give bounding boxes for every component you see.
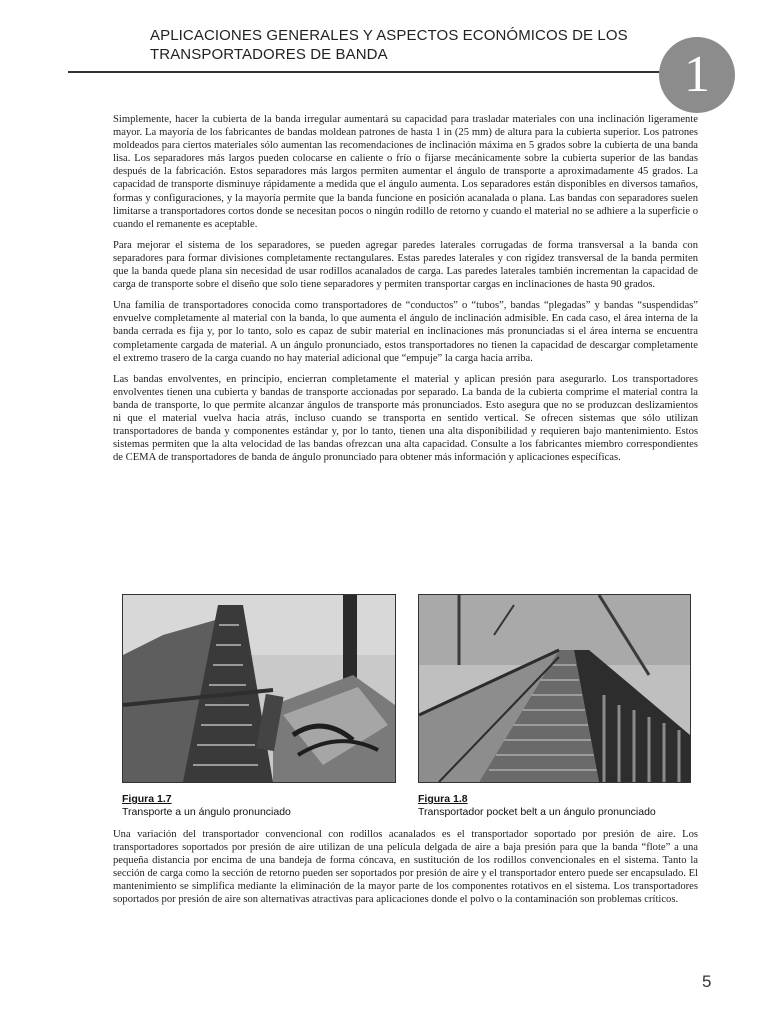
chapter-title: APLICACIONES GENERALES Y ASPECTOS ECONÓMICOS DE LOS TRANSPORTADORES DE BANDA [150, 27, 628, 63]
figure-1-8-photo [418, 594, 691, 783]
main-text-block [113, 113, 698, 472]
figure-1-7-caption [122, 793, 291, 819]
paragraph-5: Una variación del transportador convencional con rodillos acanalados es el transportador soportado por presión de aire. Los transportadores soportados por presión de aire utilizan de una película delgada de aire a baja presión para que la banda “flote” a una pequeña distancia por encima de una bandeja de forma cóncava, en sustitución de los rodillos convencionales en el sistema. Tanto la sección de carga como la sección de retorno pueden ser soportados por presión de aire y el transportador entero puede ser encapsulado. El mantenimiento se simplifica mediante la eliminación de la mayor parte de los componentes rotativos en el sistema. Los transportadores soportados por presión de aire son alternativas atractivas para aplicaciones donde el polvo o la contaminación son problemas críticos. [113, 829, 698, 906]
figure-1-8-caption [418, 793, 656, 819]
page-number: 5 [702, 972, 712, 991]
figure-1-8-text: Transportador pocket belt a un ángulo pronunciado [418, 806, 656, 818]
figure-1-7-number: Figura 1.7 [122, 793, 172, 805]
header-divider [68, 71, 668, 73]
figure-1-7-text: Transporte a un ángulo pronunciado [122, 806, 291, 818]
figure-1-7-photo [122, 594, 396, 783]
paragraph-1: Simplemente, hacer la cubierta de la banda irregular aumentará su capacidad para trasladar materiales con una inclinación ligeramente mayor. La mayoría de los fabricantes de bandas moldean patrones de hasta 1 in (25 mm) de altura para la cubierta superior. Los patrones moldeados para ciertos materiales sólo aumentan las recomendaciones de inclinación máxima en 5 grados sobre la cubierta de una banda lisa. Los separadores más largos pueden colocarse en caliente o frío o fijarse mecánicamente sobre la cubierta superior de las bandas después de la fabricación. Estos separadores más largos permiten aumentar el ángulo de transporte a aproximadamente 45 grados. La capacidad de transporte disminuye rápidamente a medida que el ángulo aumenta. Los separadores están disponibles en diversos tamaños, formas y configuraciones, y la mayoría permite que la banda funcione en posición acanalada o plana. Las bandas con separadores suelen limitarse a transportadores cortos donde se necesitan pocos o ningún rodillo de retorno y cuando el material no se adhiere a la superficie o cuando el remanente es aceptable. [113, 114, 698, 230]
paragraph-4: Las bandas envolventes, en principio, encierran completamente el material y aplican presión para asegurarlo. Los transportadores envolventes tienen una cubierta y bandas de transporte accionadas por separado. La banda de la cubierta comprime el material contra la banda de transporte, lo que permite alcanzar ángulos de transporte más pronunciados. Esto asegura que no se produzcan deslizamientos ni que el material vuelva hacia atrás, incluso cuando se transporta en sentido vertical. Se ofrecen sistemas que sólo utilizan transportadores de banda y componentes estándar y, por lo tanto, tienen una alta disponibilidad y requieren bajo mantenimiento. Estos sistemas permiten que la alta velocidad de las bandas ofrezcan una alta capacidad. Consulte a los fabricantes miembro correspondientes de CEMA de transportadores de banda de ángulo pronunciado para obtener más información y aplicaciones específicas. [113, 373, 698, 464]
figure-1-8-number: Figura 1.8 [418, 793, 468, 805]
closing-text-block [113, 828, 698, 915]
paragraph-2: Para mejorar el sistema de los separadores, se pueden agregar paredes laterales corrugadas de forma transversal a la banda con separadores para formar divisiones completamente rectangulares. Estas paredes laterales y con rigidez transversal de la banda permiten que la banda quede plana sin necesidad de usar rodillos acanalados de carga. Las paredes laterales también incrementan la capacidad de carga de transporte sobre el diseño que solo tiene separadores y permiten transportar cargas en inclinaciones de hasta 90 grados. [113, 239, 698, 291]
chapter-number-badge: 1 [659, 37, 735, 113]
paragraph-3: Una familia de transportadores conocida como transportadores de “conductos” o “tubos”, bandas “plegadas” y bandas “suspendidas” envuelve completamente al material con la banda, lo que aumenta el ángulo de inclinación admisible. En cada caso, el área interna de la banda cerrada es fija y, por lo tanto, solo es capaz de subir material en inclinaciones más pronunciadas si el área interna se encuentra completamente cargada de material. A un ángulo pronunciado, estos transportadores no tienen la capacidad de descargar completamente el extremo trasero de la carga cuando no hay material adicional que “empuje” la carga hacia arriba. [113, 300, 698, 364]
